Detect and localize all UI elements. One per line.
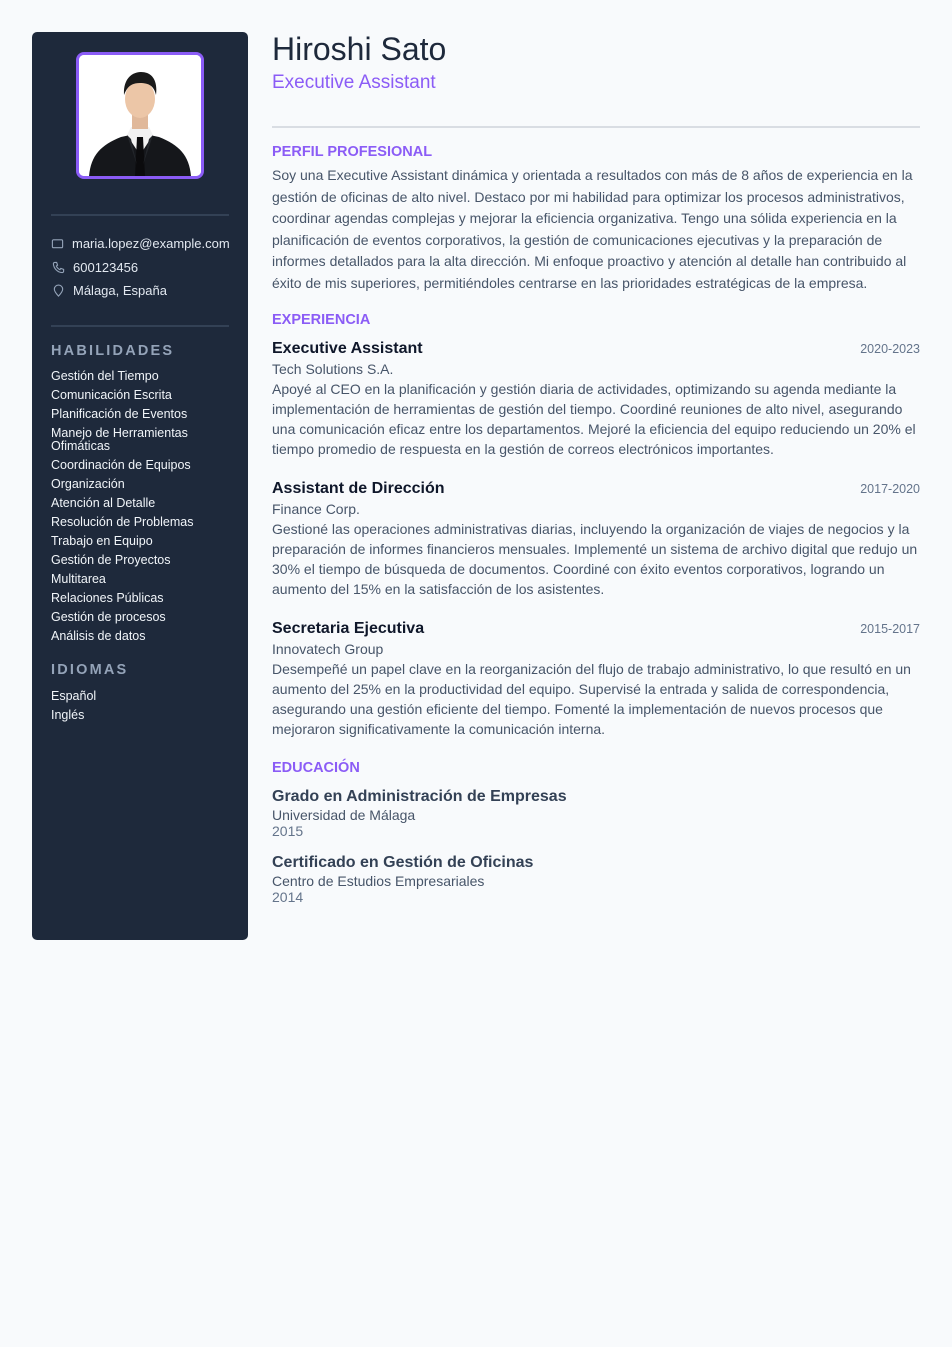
skill-item: Relaciones Públicas — [51, 590, 164, 605]
contact-location — [51, 279, 229, 303]
job-company: Innovatech Group — [272, 641, 384, 657]
skill-item: Gestión del Tiempo — [51, 368, 159, 383]
education-year: 2014 — [272, 889, 304, 905]
skill-item: Coordinación de Equipos — [51, 457, 191, 472]
job-dates: 2020-2023 — [860, 342, 920, 356]
languages-list — [51, 687, 229, 725]
job-title: Secretaria Ejecutiva — [272, 620, 425, 637]
skill-item: Multitarea — [51, 571, 106, 586]
phone-text: 600123456 — [73, 259, 139, 275]
portrait-image — [79, 55, 201, 176]
languages-heading: IDIOMAS — [51, 661, 129, 678]
profile-heading: PERFIL PROFESIONAL — [272, 144, 433, 160]
education-degree: Grado en Administración de Empresas — [272, 788, 567, 805]
main-content — [272, 30, 920, 905]
job-dates: 2015-2017 — [860, 622, 920, 636]
education-year: 2015 — [272, 823, 304, 839]
job-description: Apoyé al CEO en la planificación y gestión diaria de actividades, optimizando su agenda mediante la implementación de herramientas de gestión del tiempo. Coordiné reuniones de alto nivel, asegurando una comunicación eficaz entre los departamentos. Mejoré la eficiencia del equipo reduciendo un 20% el tiempo promedio de respuesta en la gestión de correos electrónicos importantes. — [272, 381, 916, 457]
experience-item — [272, 479, 920, 599]
language-item: Español — [51, 688, 97, 703]
skill-item: Planificación de Eventos — [51, 406, 188, 421]
job-company: Finance Corp. — [272, 501, 360, 517]
email-text: maria.lopez@example.com — [72, 236, 230, 252]
skill-item: Gestión de Proyectos — [51, 552, 171, 567]
sidebar-divider — [51, 214, 229, 216]
phone-icon — [51, 260, 65, 274]
language-item: Inglés — [51, 707, 85, 722]
skill-item: Organización — [51, 476, 125, 491]
education-item — [272, 787, 920, 839]
skill-item: Análisis de datos — [51, 628, 146, 643]
sidebar — [32, 32, 248, 940]
skill-item: Manejo de Herramientas Ofimáticas — [51, 425, 188, 453]
skill-item: Atención al Detalle — [51, 495, 156, 510]
contact-email[interactable] — [51, 232, 229, 256]
candidate-name: Hiroshi Sato — [272, 31, 447, 67]
skill-item: Gestión de procesos — [51, 609, 166, 624]
job-company: Tech Solutions S.A. — [272, 361, 394, 377]
candidate-role: Executive Assistant — [272, 72, 436, 93]
education-item — [272, 853, 920, 905]
experience-item — [272, 339, 920, 459]
sidebar-divider — [51, 325, 229, 327]
skill-item: Resolución de Problemas — [51, 514, 194, 529]
job-title: Assistant de Dirección — [272, 480, 445, 497]
contact-phone[interactable] — [51, 256, 229, 280]
header-divider — [272, 126, 920, 128]
envelope-icon — [51, 237, 64, 251]
map-pin-icon — [51, 284, 65, 298]
job-description: Desempeñé un papel clave en la reorganización del flujo de trabajo administrativo, lo que resultó en un aumento del 25% en la productividad del equipo. Supervisé la entrada y salida de correspondencia, asegurando una gestión eficiente del tiempo. Fomenté la implementación de nuevos procesos que mejoraron significativamente la comunicación interna. — [272, 661, 911, 737]
profile-photo — [76, 52, 204, 179]
profile-summary: Soy una Executive Assistant dinámica y orientada a resultados con más de 8 años de experiencia en la gestión de oficinas de alto nivel. Destaco por mi habilidad para optimizar los procesos administrativos, coordinar agendas complejas y mejorar la eficiencia organizativa. Tengo una sólida experiencia en la planificación de eventos corporativos, la gestión de comunicaciones ejecutivas y la preparación de informes detallados para la alta dirección. Mi enfoque proactivo y atención al detalle han contribuido al éxito de mis superiores, permitiéndoles centrarse en las prioridades estratégicas de la empresa. — [272, 167, 913, 291]
education-school: Centro de Estudios Empresariales — [272, 873, 485, 889]
education-heading: EDUCACIÓN — [272, 760, 360, 776]
experience-heading: EXPERIENCIA — [272, 312, 371, 328]
education-degree: Certificado en Gestión de Oficinas — [272, 854, 534, 871]
job-dates: 2017-2020 — [860, 482, 920, 496]
education-school: Universidad de Málaga — [272, 807, 416, 823]
job-description: Gestioné las operaciones administrativas diarias, incluyendo la organización de viajes de negocios y la preparación de informes financieros mensuales. Implementé un sistema de archivo digital que redujo un 30% el tiempo de búsqueda de documentos. Coordiné con éxito eventos corporativos, logrando un aumento del 15% en la satisfacción de los asistentes. — [272, 521, 918, 597]
skills-heading: HABILIDADES — [51, 342, 175, 359]
skill-item: Comunicación Escrita — [51, 387, 172, 402]
location-text: Málaga, España — [73, 283, 167, 299]
skill-item: Trabajo en Equipo — [51, 533, 153, 548]
skills-list — [51, 367, 229, 646]
job-title: Executive Assistant — [272, 340, 423, 357]
experience-item — [272, 619, 920, 739]
contact-list — [51, 232, 229, 303]
